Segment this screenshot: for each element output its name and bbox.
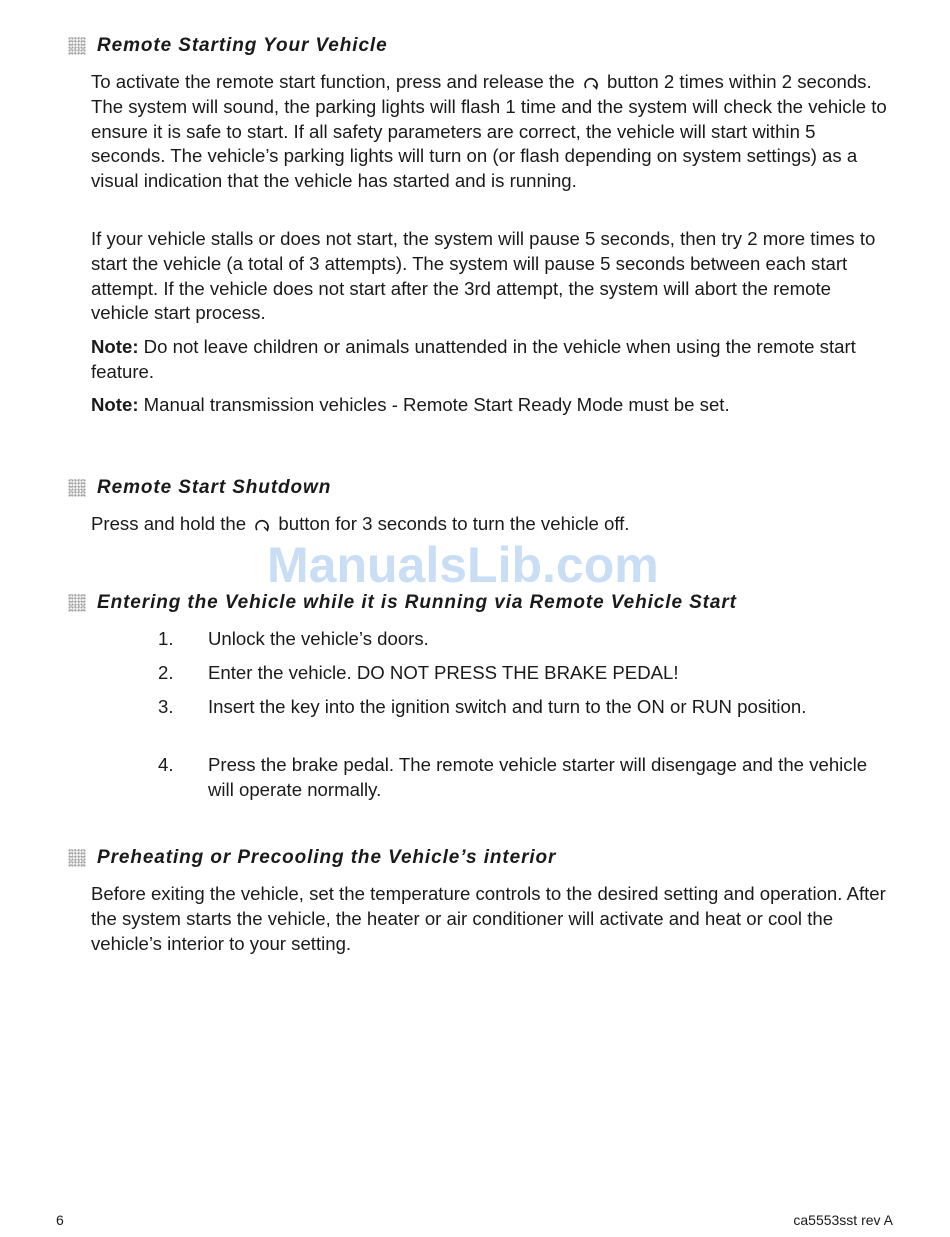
paragraph-activate [91, 70, 891, 194]
heading-text: Remote Start Shutdown [97, 477, 332, 498]
list-item [158, 661, 878, 686]
paragraph-text-start: To activate the remote start function, press and release the [91, 71, 580, 92]
paragraph-text-end: button 2 times within 2 seconds. The system will sound, the parking lights will flash 1 time and the system will check the vehicle to ensure it is safe to start. If all safety parameters are correct, the vehicle will start within 5 seconds. The vehicle’s parking lights will turn on (or flash depending on system settings) as a visual indication that the vehicle has started and is running. [91, 71, 887, 192]
remote-start-button-icon [582, 75, 600, 91]
remote-start-button-icon [253, 517, 271, 533]
step-text: Insert the key into the ignition switch and turn to the ON or RUN position. [208, 696, 807, 717]
list-item [158, 753, 878, 803]
step-number: 3. [158, 696, 174, 717]
heading-text: Entering the Vehicle while it is Running via Remote Vehicle Start [97, 592, 737, 613]
paragraph-preheating: Before exiting the vehicle, set the temperature controls to the desired setting and operation. After the system starts the vehicle, the heater or air conditioner will activate and heat or cool the vehicle’s interior to your setting. [91, 883, 886, 954]
step-number: 2. [158, 662, 174, 683]
heading-text: Preheating or Precooling the Vehicle’s interior [97, 847, 557, 868]
paragraph-shutdown [91, 512, 891, 537]
step-text: Unlock the vehicle’s doors. [208, 628, 429, 649]
note-manual-transmission [91, 393, 891, 418]
step-number: 4. [158, 754, 174, 775]
stipple-bullet-icon [68, 849, 86, 867]
note-label: Note: [91, 336, 139, 357]
section-heading-preheating [68, 847, 556, 869]
note-text: Manual transmission vehicles - Remote Start Ready Mode must be set. [138, 394, 730, 415]
step-text: Enter the vehicle. DO NOT PRESS THE BRAKE PEDAL! [208, 662, 679, 683]
note-label: Note: [91, 394, 139, 415]
step-number: 1. [158, 628, 174, 649]
list-item [158, 695, 878, 745]
note-text: Do not leave children or animals unattended in the vehicle when using the remote start feature. [91, 336, 856, 382]
section-heading-entering [68, 592, 737, 614]
paragraph-text-end: button for 3 seconds to turn the vehicle off. [273, 513, 630, 534]
stipple-bullet-icon [68, 594, 86, 612]
note-children [91, 335, 891, 385]
step-text: Press the brake pedal. The remote vehicle starter will disengage and the vehicle will operate normally. [208, 754, 868, 800]
stipple-bullet-icon [68, 479, 86, 497]
page-number: 6 [56, 1212, 64, 1228]
list-item [158, 627, 878, 652]
section-heading-remote-starting [68, 35, 388, 57]
paragraph-text-start: Press and hold the [91, 513, 252, 534]
document-code: ca5553sst rev A [793, 1212, 893, 1228]
watermark: ManualsLib.com [267, 537, 659, 593]
paragraph-stall: If your vehicle stalls or does not start, the system will pause 5 seconds, then try 2 more times to start the vehicle (a total of 3 attempts). The system will pause 5 seconds between each start attempt. If the vehicle does not start after the 3rd attempt, the system will abort the remote vehicle start process. [91, 228, 876, 324]
stipple-bullet-icon [68, 37, 86, 55]
section-heading-shutdown [68, 477, 331, 499]
heading-text: Remote Starting Your Vehicle [97, 35, 388, 56]
